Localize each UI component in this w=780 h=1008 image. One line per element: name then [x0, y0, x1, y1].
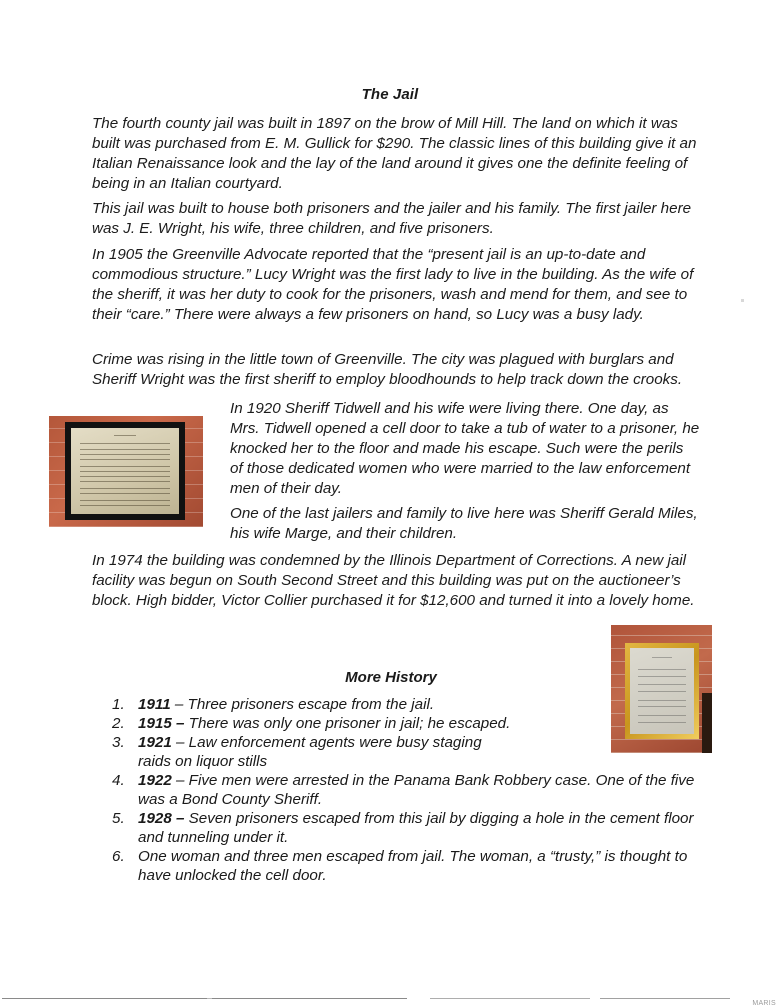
framed-plaque-photo — [49, 416, 203, 527]
paragraph-condemned-1974: In 1974 the building was condemned by the Illinois Department of Corrections. A new jail facility was begun on South Second Street and this building was put on the auctioneer’s block. High bidder, Victor Collier purchased it for $12,600 and turned it into a lovely home. — [92, 552, 695, 609]
footer-rule — [430, 998, 590, 999]
list-item — [112, 847, 702, 885]
paragraph-last-jailers: One of the last jailers and family to live here was Sheriff Gerald Miles, his wife Marge, and their children. — [230, 505, 698, 542]
list-item — [112, 733, 483, 771]
paragraph-history-intro: The fourth county jail was built in 1897 on the brow of Mill Hill. The land on which it was built was purchased from E. M. Gullick for $290. The classic lines of this building give it an Italian Renaissance look and the lay of the land around it gives one the definite feeling of being in an Italian courtyard. — [92, 115, 697, 192]
paragraph-tidwell-1920: In 1920 Sheriff Tidwell and his wife were living there. One day, as Mrs. Tidwell opened a cell door to take a tub of water to a prisoner, he knocked her to the floor and made his escape. Such were the perils of those dedicated women who were married to the law enforcement men of their day. — [230, 400, 700, 497]
list-year: 1921 — [138, 734, 172, 751]
list-year: 1915 – — [138, 715, 185, 732]
footer-rule — [212, 998, 407, 999]
list-item — [112, 809, 702, 847]
list-number: 2. — [112, 715, 125, 732]
list-year: 1928 – — [138, 810, 185, 827]
history-list — [112, 695, 702, 885]
plaque-text-image — [71, 428, 179, 514]
list-text: Seven prisoners escaped from this jail by digging a hole in the cement floor and tunneling under it. — [138, 810, 694, 846]
list-number: 5. — [112, 810, 125, 827]
list-number: 6. — [112, 848, 125, 865]
paragraph-advocate-1905: In 1905 the Greenville Advocate reported that the “present jail is an up-to-date and commodious structure.” Lucy Wright was the first lady to live in the building. As the wife of the sheriff, it was her duty to cook for the prisoners, wash and mend for them, and see to their “care.” There were always a few prisoners on hand, so Lucy was a busy lady. — [92, 246, 694, 323]
list-text: One woman and three men escaped from jail. The woman, a “trusty,” is thought to have unlocked the cell door. — [138, 848, 688, 884]
paragraph-crime-rising: Crime was rising in the little town of Greenville. The city was plagued with burglars and Sheriff Wright was the first sheriff to employ bloodhounds to help track down the crooks. — [92, 351, 683, 388]
list-text: – Law enforcement agents were busy staging raids on liquor stills — [138, 734, 482, 770]
list-number: 1. — [112, 696, 125, 713]
list-item — [112, 695, 702, 714]
list-item — [112, 714, 702, 733]
list-text: – Three prisoners escape from the jail. — [170, 696, 435, 713]
paragraph-first-jailer: This jail was built to house both prisoners and the jailer and his family. The first jailer here was J. E. Wright, his wife, three children, and five prisoners. — [92, 200, 692, 237]
page-title: The Jail — [361, 86, 419, 103]
section-heading-more-history: More History — [345, 669, 437, 686]
list-number: 4. — [112, 772, 125, 789]
list-year: 1911 — [138, 696, 171, 713]
list-number: 3. — [112, 734, 125, 751]
list-text: – Five men were arrested in the Panama Bank Robbery case. One of the five was a Bond County Sheriff. — [138, 772, 695, 808]
watermark-logo: MARIS — [752, 1000, 776, 1007]
list-item — [112, 771, 702, 809]
black-frame — [65, 422, 185, 520]
list-text: There was only one prisoner in jail; he escaped. — [184, 715, 511, 732]
scan-speck — [741, 299, 744, 302]
wall-sign-fragment — [702, 693, 712, 753]
footer-rule — [600, 998, 730, 999]
list-year: 1922 — [138, 772, 172, 789]
